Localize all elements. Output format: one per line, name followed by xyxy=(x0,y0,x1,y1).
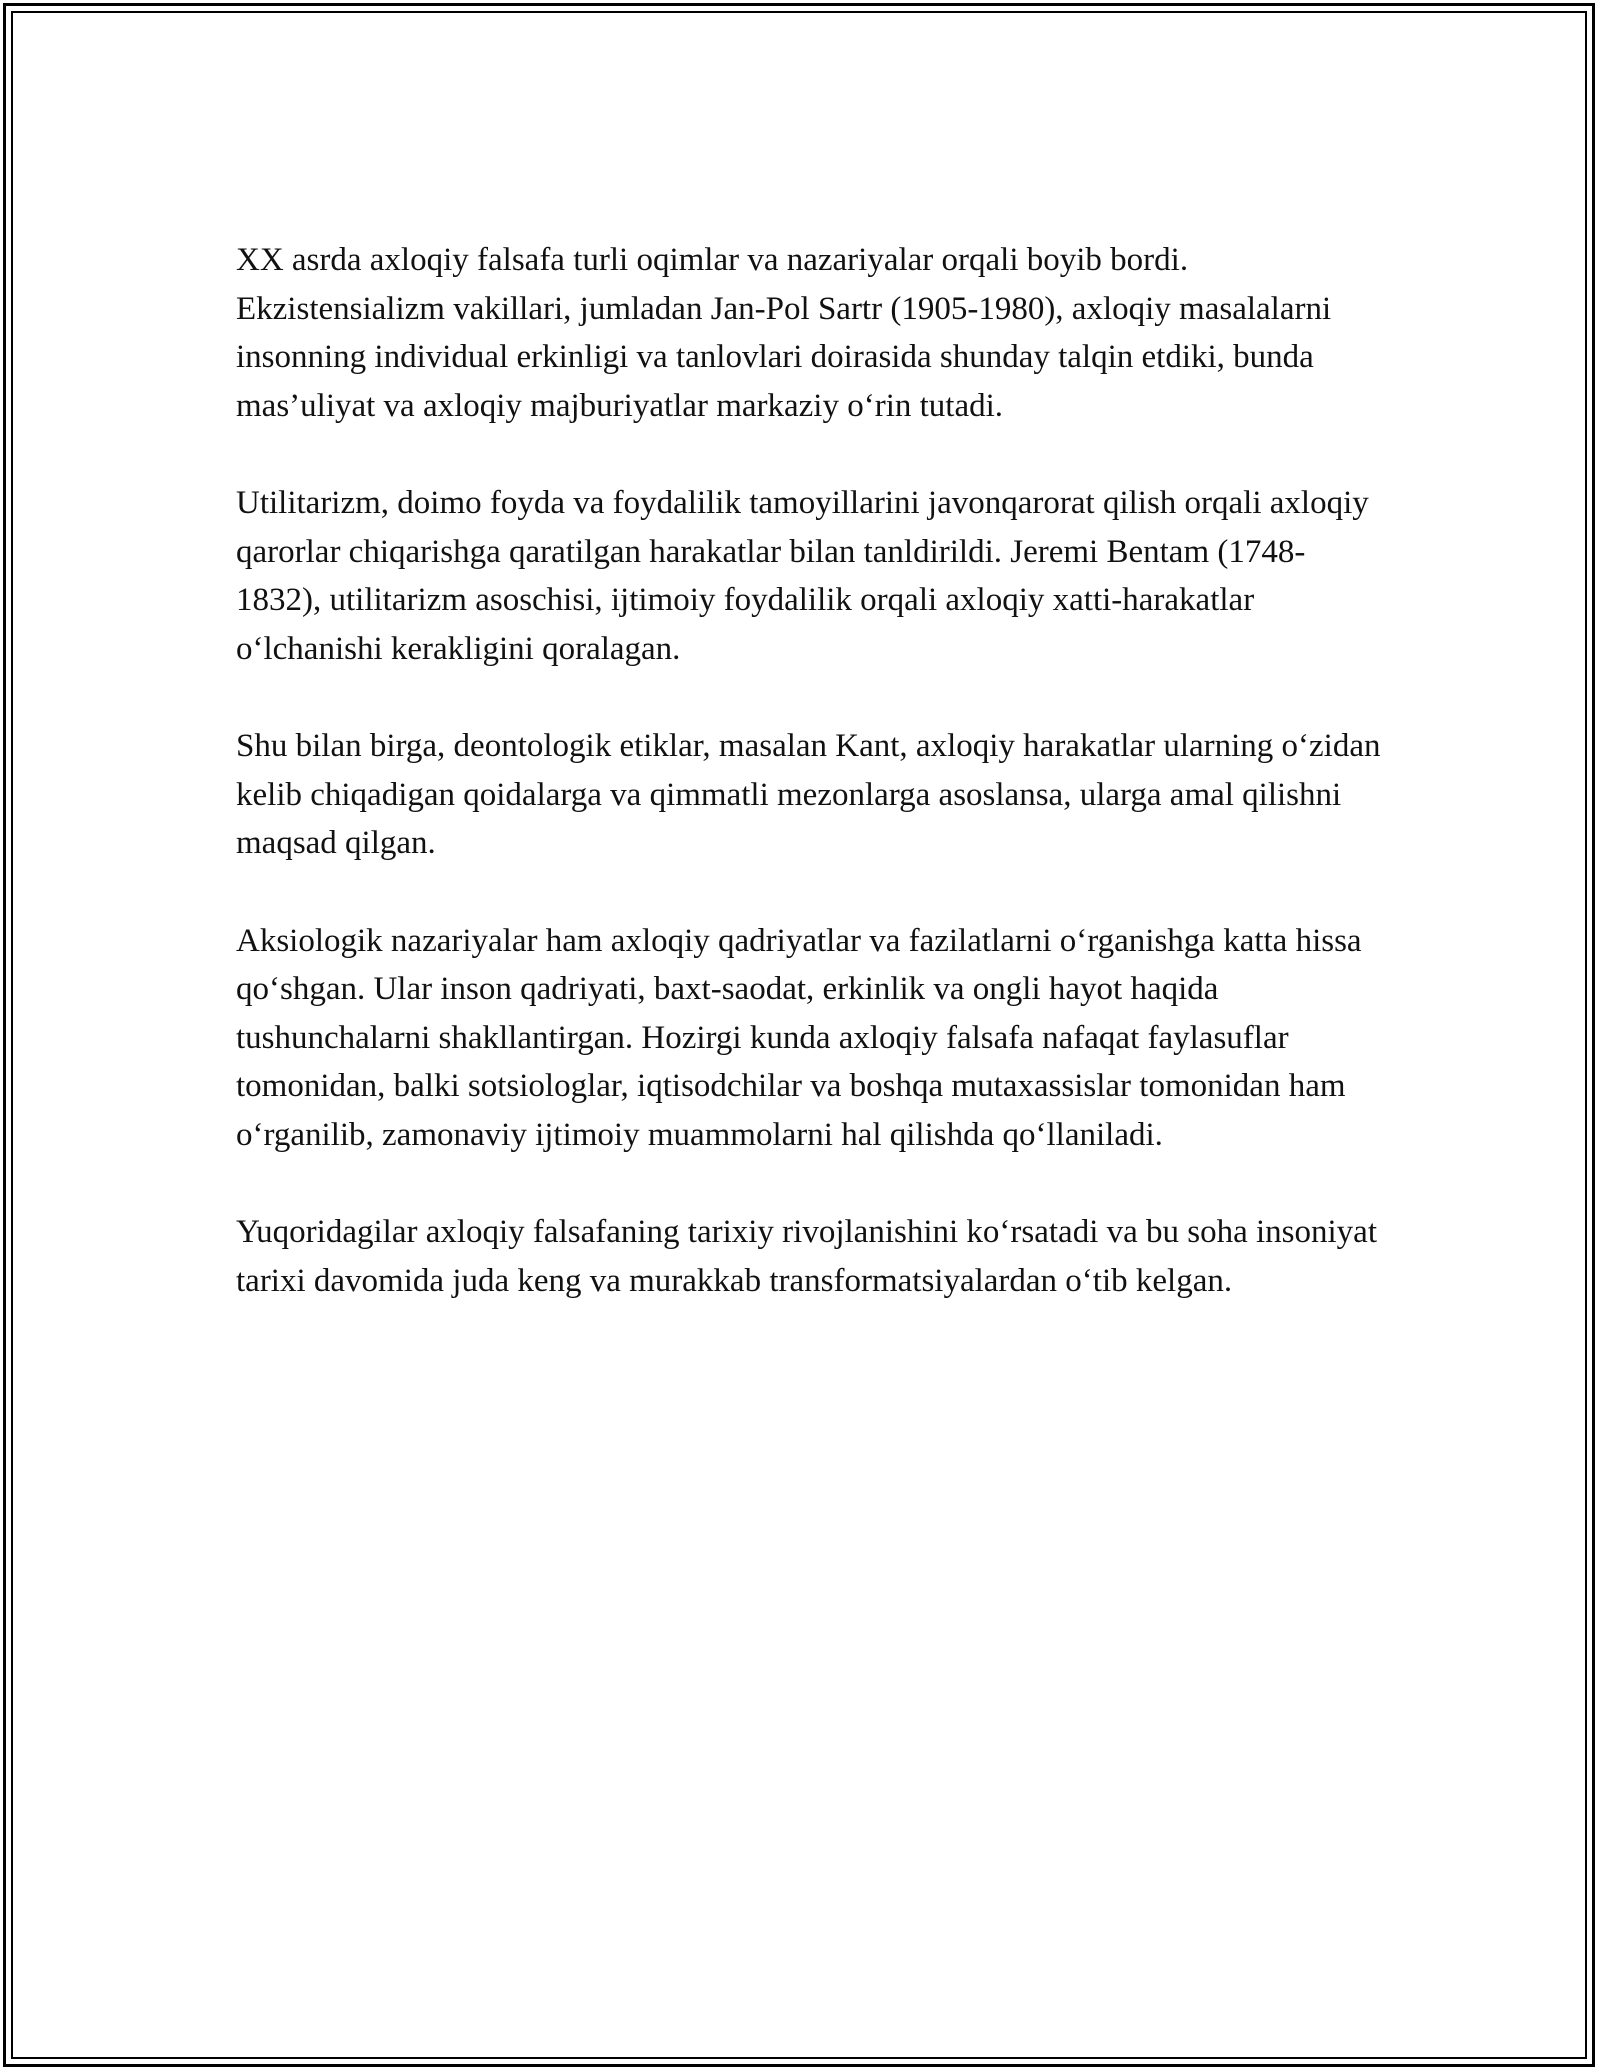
document-body xyxy=(236,236,1386,1305)
paragraph-5: Yuqoridagilar axloqiy falsafaning tarixiy rivojlanishini ko‘rsatadi va bu soha insoniyat tarixi davomida juda keng va murakkab transformatsiyalardan o‘tib kelgan. xyxy=(236,1214,1377,1299)
paragraph-3: Shu bilan birga, deontologik etiklar, masalan Kant, axloqiy harakatlar ularning o‘zidan kelib chiqadigan qoidalarga va qimmatli mezonlarga asoslansa, ularga amal qilishni maqsad qilgan. xyxy=(236,728,1381,861)
paragraph-4: Aksiologik nazariyalar ham axloqiy qadriyatlar va fazilatlarni o‘rganishga katta hissa qo‘shgan. Ular inson qadriyati, baxt-saodat, erkinlik va ongli hayot haqida tushunchalarni shakllantirgan. Hozirgi kunda axloqiy falsafa nafaqat faylasuflar tomonidan, balki sotsiologlar, iqtisodchilar va boshqa mutaxassislar tomonidan ham o‘rganilib, zamonaviy ijtimoiy muammolarni hal qilishda qo‘llaniladi. xyxy=(236,922,1362,1153)
paragraph-2: Utilitarizm, doimo foyda va foydalilik tamoyillarini javonqarorat qilish orqali axloqiy qarorlar chiqarishga qaratilgan harakatlar bilan tanldirildi. Jeremi Bentam (1748-1832), utilitarizm asoschisi, ijtimoiy foydalilik orqali axloqiy xatti-harakatlar o‘lchanishi kerakligini qoralagan. xyxy=(236,485,1369,667)
paragraph-1: XX asrda axloqiy falsafa turli oqimlar va nazariyalar orqali boyib bordi. Ekzistensializm vakillari, jumladan Jan-Pol Sartr (1905-1980), axloqiy masalalarni insonning individual erkinligi va tanlovlari doirasida shunday talqin etdiki, bunda mas’uliyat va axloqiy majburiyatlar markaziy o‘rin tutadi. xyxy=(236,242,1332,424)
